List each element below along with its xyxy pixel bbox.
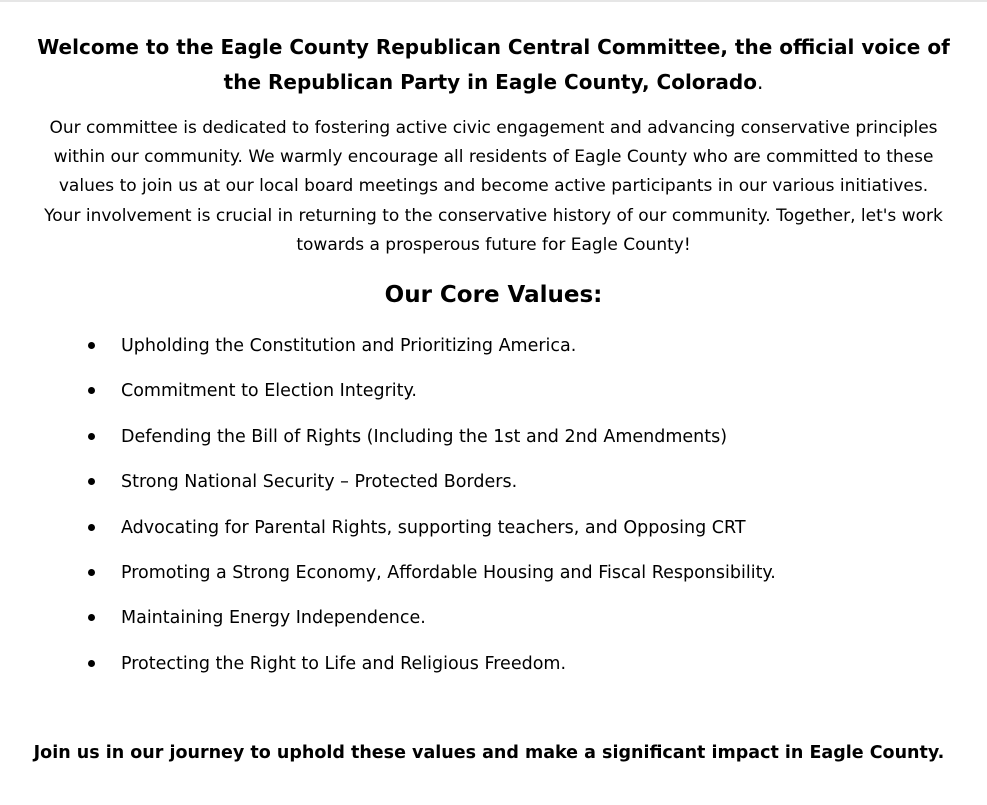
core-value-item <box>0 327 987 372</box>
closing-statement: Join us in our journey to uphold these values and make a significant impact in Eagle County. <box>33 743 945 763</box>
top-divider <box>0 0 987 2</box>
core-values-heading: Our Core Values: <box>384 282 603 308</box>
bullet-icon <box>88 387 95 394</box>
core-value-item <box>0 463 987 508</box>
bullet-icon <box>88 614 95 621</box>
core-value-item <box>0 554 987 599</box>
core-value-text: Promoting a Strong Economy, Affordable Housing and Fiscal Responsibility. <box>121 562 776 583</box>
bullet-icon <box>88 524 95 531</box>
welcome-heading <box>30 30 957 100</box>
bullet-icon <box>88 342 95 349</box>
core-value-item <box>0 509 987 554</box>
core-value-item <box>0 372 987 417</box>
core-value-text: Strong National Security – Protected Borders. <box>121 472 518 493</box>
bullet-icon <box>88 478 95 485</box>
core-value-item <box>0 599 987 644</box>
intro-paragraph: Our committee is dedicated to fostering active civic engagement and advancing conservative principles within our community. We warmly encourage all residents of Eagle County who are committed to these values to join us at our local board meetings and become active participants in our various initiatives. Your involvement is crucial in returning to the conservative history of our community. Together, let's work towards a prosperous future for Eagle County! <box>44 118 943 255</box>
core-value-item <box>0 645 987 690</box>
core-value-text: Upholding the Constitution and Prioritizing America. <box>121 336 577 356</box>
core-value-text: Advocating for Parental Rights, supporting teachers, and Opposing CRT <box>121 517 746 538</box>
core-value-text: Commitment to Election Integrity. <box>121 381 417 402</box>
core-value-text: Defending the Bill of Rights (Including the 1st and 2nd Amendments) <box>121 426 728 447</box>
welcome-text: Welcome to the Eagle County Republican Central Committee, the official voice of the Republican Party in Eagle County, Colorado <box>37 35 950 94</box>
core-value-text: Maintaining Energy Independence. <box>121 608 426 629</box>
bullet-icon <box>88 569 95 576</box>
core-values-list <box>0 327 987 690</box>
welcome-period: . <box>756 70 764 94</box>
core-value-item <box>0 418 987 463</box>
core-value-text: Protecting the Right to Life and Religious Freedom. <box>121 653 567 674</box>
bullet-icon <box>88 433 95 440</box>
bullet-icon <box>88 660 95 667</box>
